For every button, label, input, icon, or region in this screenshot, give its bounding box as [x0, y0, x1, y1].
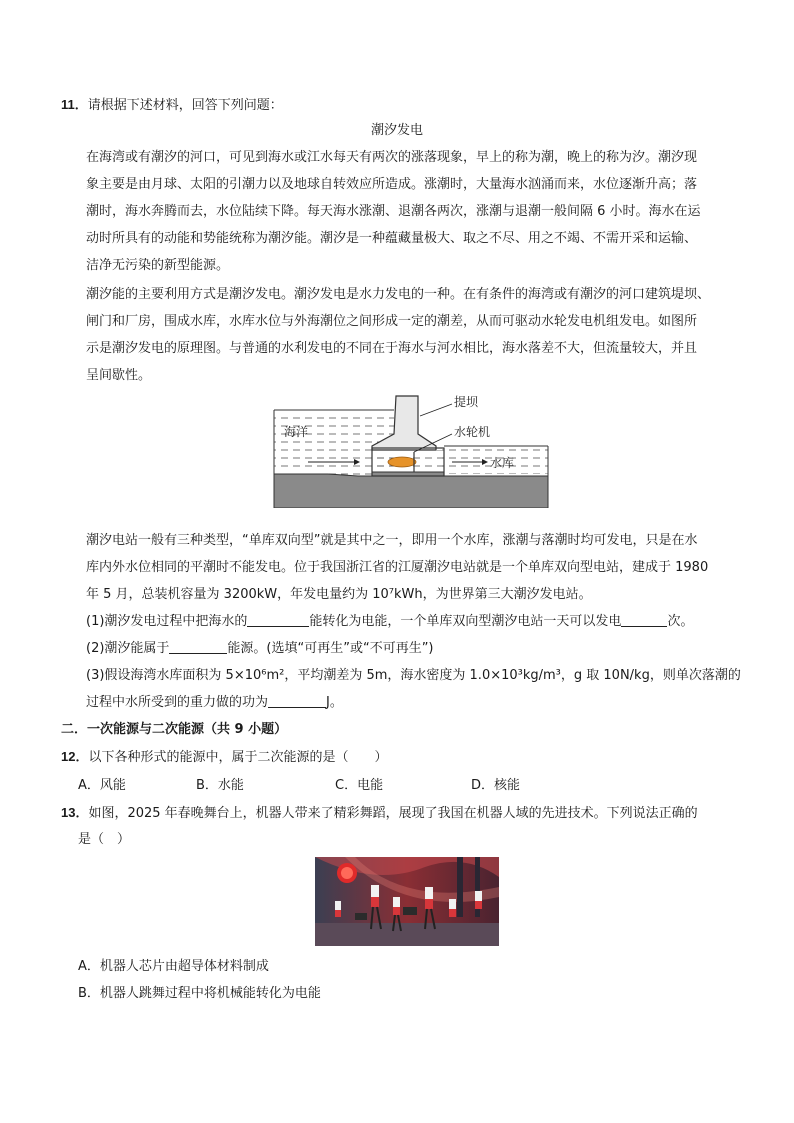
sub-question-3-cont: 过程中水所受到的重力做的功为 J。	[86, 695, 343, 710]
para2-line1: 潮汐能的主要利用方式是潮汐发电。潮汐发电是水力发电的一种。在有条件的海湾或有潮汐的河口建筑堤坝、	[86, 287, 711, 302]
para1-line2: 象主要是由月球、太阳的引潮力以及地球自转效应所造成。涨潮时，大量海水汹涌而来，水位逐渐升高；落	[86, 177, 698, 192]
q13-option-a[interactable]: A．机器人芯片由超导体材料制成	[78, 959, 269, 974]
label-turbine: 水轮机	[454, 425, 491, 439]
para2-line4: 呈间歇性。	[86, 368, 152, 383]
q11-intro: 请根据下述材料，回答下列问题：	[87, 98, 283, 113]
sub-question-2: (2)潮汐能属于 能源。(选填“可再生”或“不可再生”)	[86, 641, 434, 656]
para1-line1: 在海湾或有潮汐的河口，可见到海水或江水每天有两次的涨落现象，早上的称为潮，晚上的称为汐。潮汐现	[86, 150, 698, 165]
turbine-icon	[388, 457, 416, 467]
q12-number: 12．	[61, 749, 89, 764]
q13-option-b[interactable]: B．机器人跳舞过程中将机械能转化为电能	[78, 986, 321, 1001]
sub-question-3: (3)假设海湾水库面积为 5×10⁶m²，平均潮差为 5m，海水密度为 1.0×10³kg/m³，g 取 10N/kg，则单次落潮的	[86, 668, 741, 683]
article-title: 潮汐发电	[370, 123, 423, 138]
answer-blank-2[interactable]	[169, 639, 227, 654]
para3-line3: 年 5 月，总装机容量为 3200kW，年发电量约为 10⁷kWh，为世界第三大潮汐发电站。	[86, 587, 592, 602]
para2-line3: 示是潮汐发电的原理图。与普通的水利发电的不同在于海水与河水相比，海水落差不大，但流量较大，并且	[86, 341, 698, 356]
answer-blank-1a[interactable]	[247, 612, 309, 627]
q12-option-d[interactable]: D．核能	[471, 778, 521, 793]
q11-header	[61, 95, 283, 116]
q12-option-b[interactable]: B．水能	[196, 778, 244, 793]
q11-number: 11．	[61, 97, 88, 112]
robot-dance-photo	[315, 857, 499, 946]
para3-line1: 潮汐电站一般有三种类型，“单库双向型”就是其中之一，即用一个水库，涨潮与落潮时均可发电，只是在水	[86, 533, 698, 548]
answer-blank-1b[interactable]	[621, 612, 667, 627]
para3-line2: 库内外水位相同的平潮时不能发电。位于我国浙江省的江厦潮汐电站就是一个单库双向型电站，建成于 1980	[86, 560, 709, 575]
para1-line3: 潮时，海水奔腾而去，水位陆续下降。每天海水涨潮、退潮各两次，涨潮与退潮一般间隔 6 小时。海水在运	[86, 204, 701, 219]
para1-line5: 洁净无污染的新型能源。	[86, 258, 230, 273]
label-dam: 提坝	[454, 395, 479, 409]
para1-line4: 动时所具有的动能和势能统称为潮汐能。潮汐是一种蕴藏量极大、取之不尽、用之不竭、不需开采和运输、	[86, 231, 698, 246]
label-reservoir: 水库	[490, 456, 515, 470]
answer-blank-3[interactable]	[268, 693, 326, 708]
section-title: 二．一次能源与二次能源（共 9 小题）	[61, 722, 288, 737]
dam-leader	[420, 404, 452, 416]
q13-stem-cont: 是（ ）	[78, 832, 131, 847]
para2-line2: 闸门和厂房，围成水库，水库水位与外海潮位之间形成一定的潮差，从而可驱动水轮发电机组发电。如图所	[86, 314, 698, 329]
tidal-power-diagram	[268, 390, 558, 508]
q12-option-a[interactable]: A．风能	[78, 778, 126, 793]
sub-question-1: (1)潮汐发电过程中把海水的 能转化为电能，一个单库双向型潮汐电站一天可以发电 次。	[86, 614, 694, 629]
q12-option-c[interactable]: C．电能	[335, 778, 384, 793]
q13-number: 13．	[61, 805, 89, 820]
q13-stem: 13．如图，2025 年春晚舞台上，机器人带来了精彩舞蹈，展现了我国在机器人域的先进技术。下列说法正确的	[61, 805, 698, 821]
q12-stem: 12．以下各种形式的能源中，属于二次能源的是（ ）	[61, 749, 388, 765]
ground	[274, 472, 548, 508]
label-ocean: 海洋	[284, 425, 309, 439]
